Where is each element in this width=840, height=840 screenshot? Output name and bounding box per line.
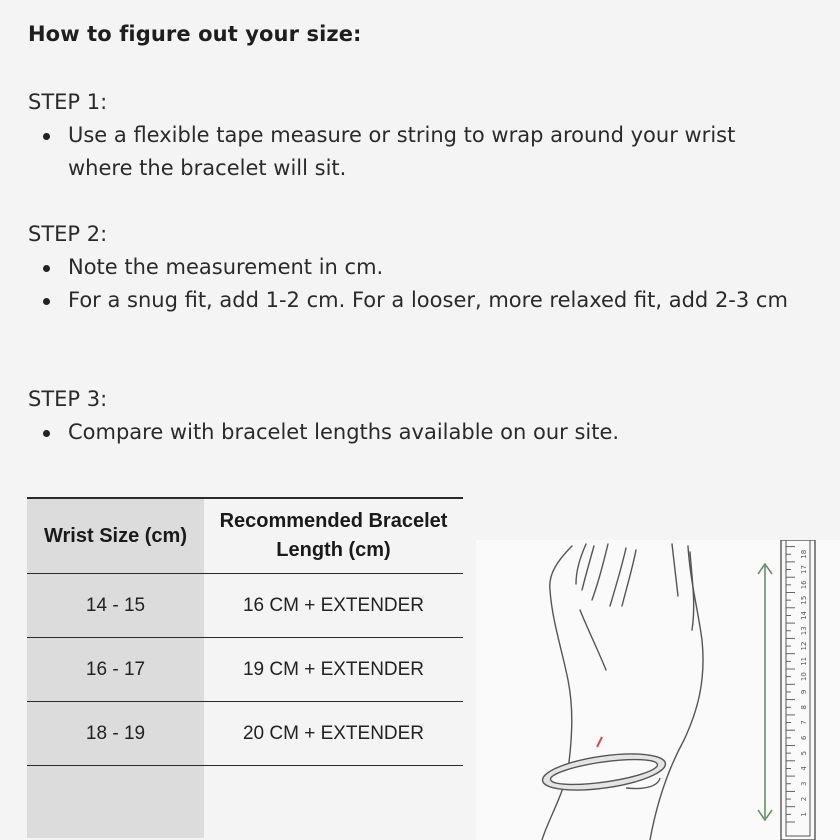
list-item: Note the measurement in cm. xyxy=(40,251,800,284)
table-row xyxy=(27,702,463,766)
page-title: How to figure out your size: xyxy=(28,22,362,46)
hand-outline xyxy=(542,544,703,840)
step-3-heading: STEP 3: xyxy=(28,387,108,411)
step-1-heading: STEP 1: xyxy=(28,90,108,114)
step-3-list xyxy=(40,416,800,449)
ruler-label: 17 xyxy=(800,565,808,575)
wrist-size-cell: 18 - 19 xyxy=(27,702,204,766)
size-chart-table xyxy=(27,497,463,838)
ruler-label: 5 xyxy=(800,750,808,756)
ruler-label: 7 xyxy=(800,720,808,725)
wrist-bracelet-drawing xyxy=(476,540,840,840)
ruler-label: 6 xyxy=(800,735,808,741)
ruler-label: 13 xyxy=(800,626,808,636)
ruler-label: 15 xyxy=(800,595,808,605)
bullet-icon xyxy=(43,265,50,272)
ruler-label: 4 xyxy=(800,766,808,771)
bullet-icon xyxy=(43,298,50,305)
table-row xyxy=(27,638,463,702)
ruler-label: 3 xyxy=(800,781,808,786)
step-2-heading: STEP 2: xyxy=(28,222,108,246)
ruler-label: 11 xyxy=(800,656,808,666)
wrist-size-cell: 16 - 17 xyxy=(27,638,204,702)
wrist-size-cell: 14 - 15 xyxy=(27,574,204,638)
bullet-icon xyxy=(43,430,50,437)
list-item: Use a flexible tape measure or string to wrap around your wrist where the bracelet will sit. xyxy=(40,119,800,185)
ruler-label: 12 xyxy=(800,641,808,651)
ruler xyxy=(781,540,815,840)
ruler-label: 18 xyxy=(800,549,808,559)
bracelet-icon xyxy=(540,748,667,797)
ruler-label: 9 xyxy=(800,689,808,695)
ruler-label: 8 xyxy=(800,705,808,710)
step-2-list xyxy=(40,251,800,317)
bracelet-length-cell: 16 CM + EXTENDER xyxy=(204,574,463,638)
bracelet-length-cell: 20 CM + EXTENDER xyxy=(204,702,463,766)
header-wrist-size: Wrist Size (cm) xyxy=(27,498,204,574)
list-item: For a snug fit, add 1-2 cm. For a looser, more relaxed fit, add 2-3 cm xyxy=(40,284,800,317)
step-1-list xyxy=(40,119,800,185)
ruler-label: 1 xyxy=(800,812,808,817)
table-row-empty xyxy=(27,766,463,839)
ruler-label: 10 xyxy=(800,672,808,682)
ruler-label: 14 xyxy=(800,610,808,620)
ruler-label: 16 xyxy=(800,580,808,590)
list-item: Compare with bracelet lengths available on our site. xyxy=(40,416,800,449)
measure-arrow xyxy=(758,564,772,820)
bracelet-length-cell: 19 CM + EXTENDER xyxy=(204,638,463,702)
header-bracelet-length: Recommended Bracelet Length (cm) xyxy=(204,498,463,574)
measure-mark xyxy=(597,737,602,747)
wrist-measure-illustration xyxy=(476,540,840,840)
ruler-label: 2 xyxy=(800,796,808,802)
table-header-row xyxy=(27,498,463,574)
bullet-icon xyxy=(43,133,50,140)
table-row xyxy=(27,574,463,638)
